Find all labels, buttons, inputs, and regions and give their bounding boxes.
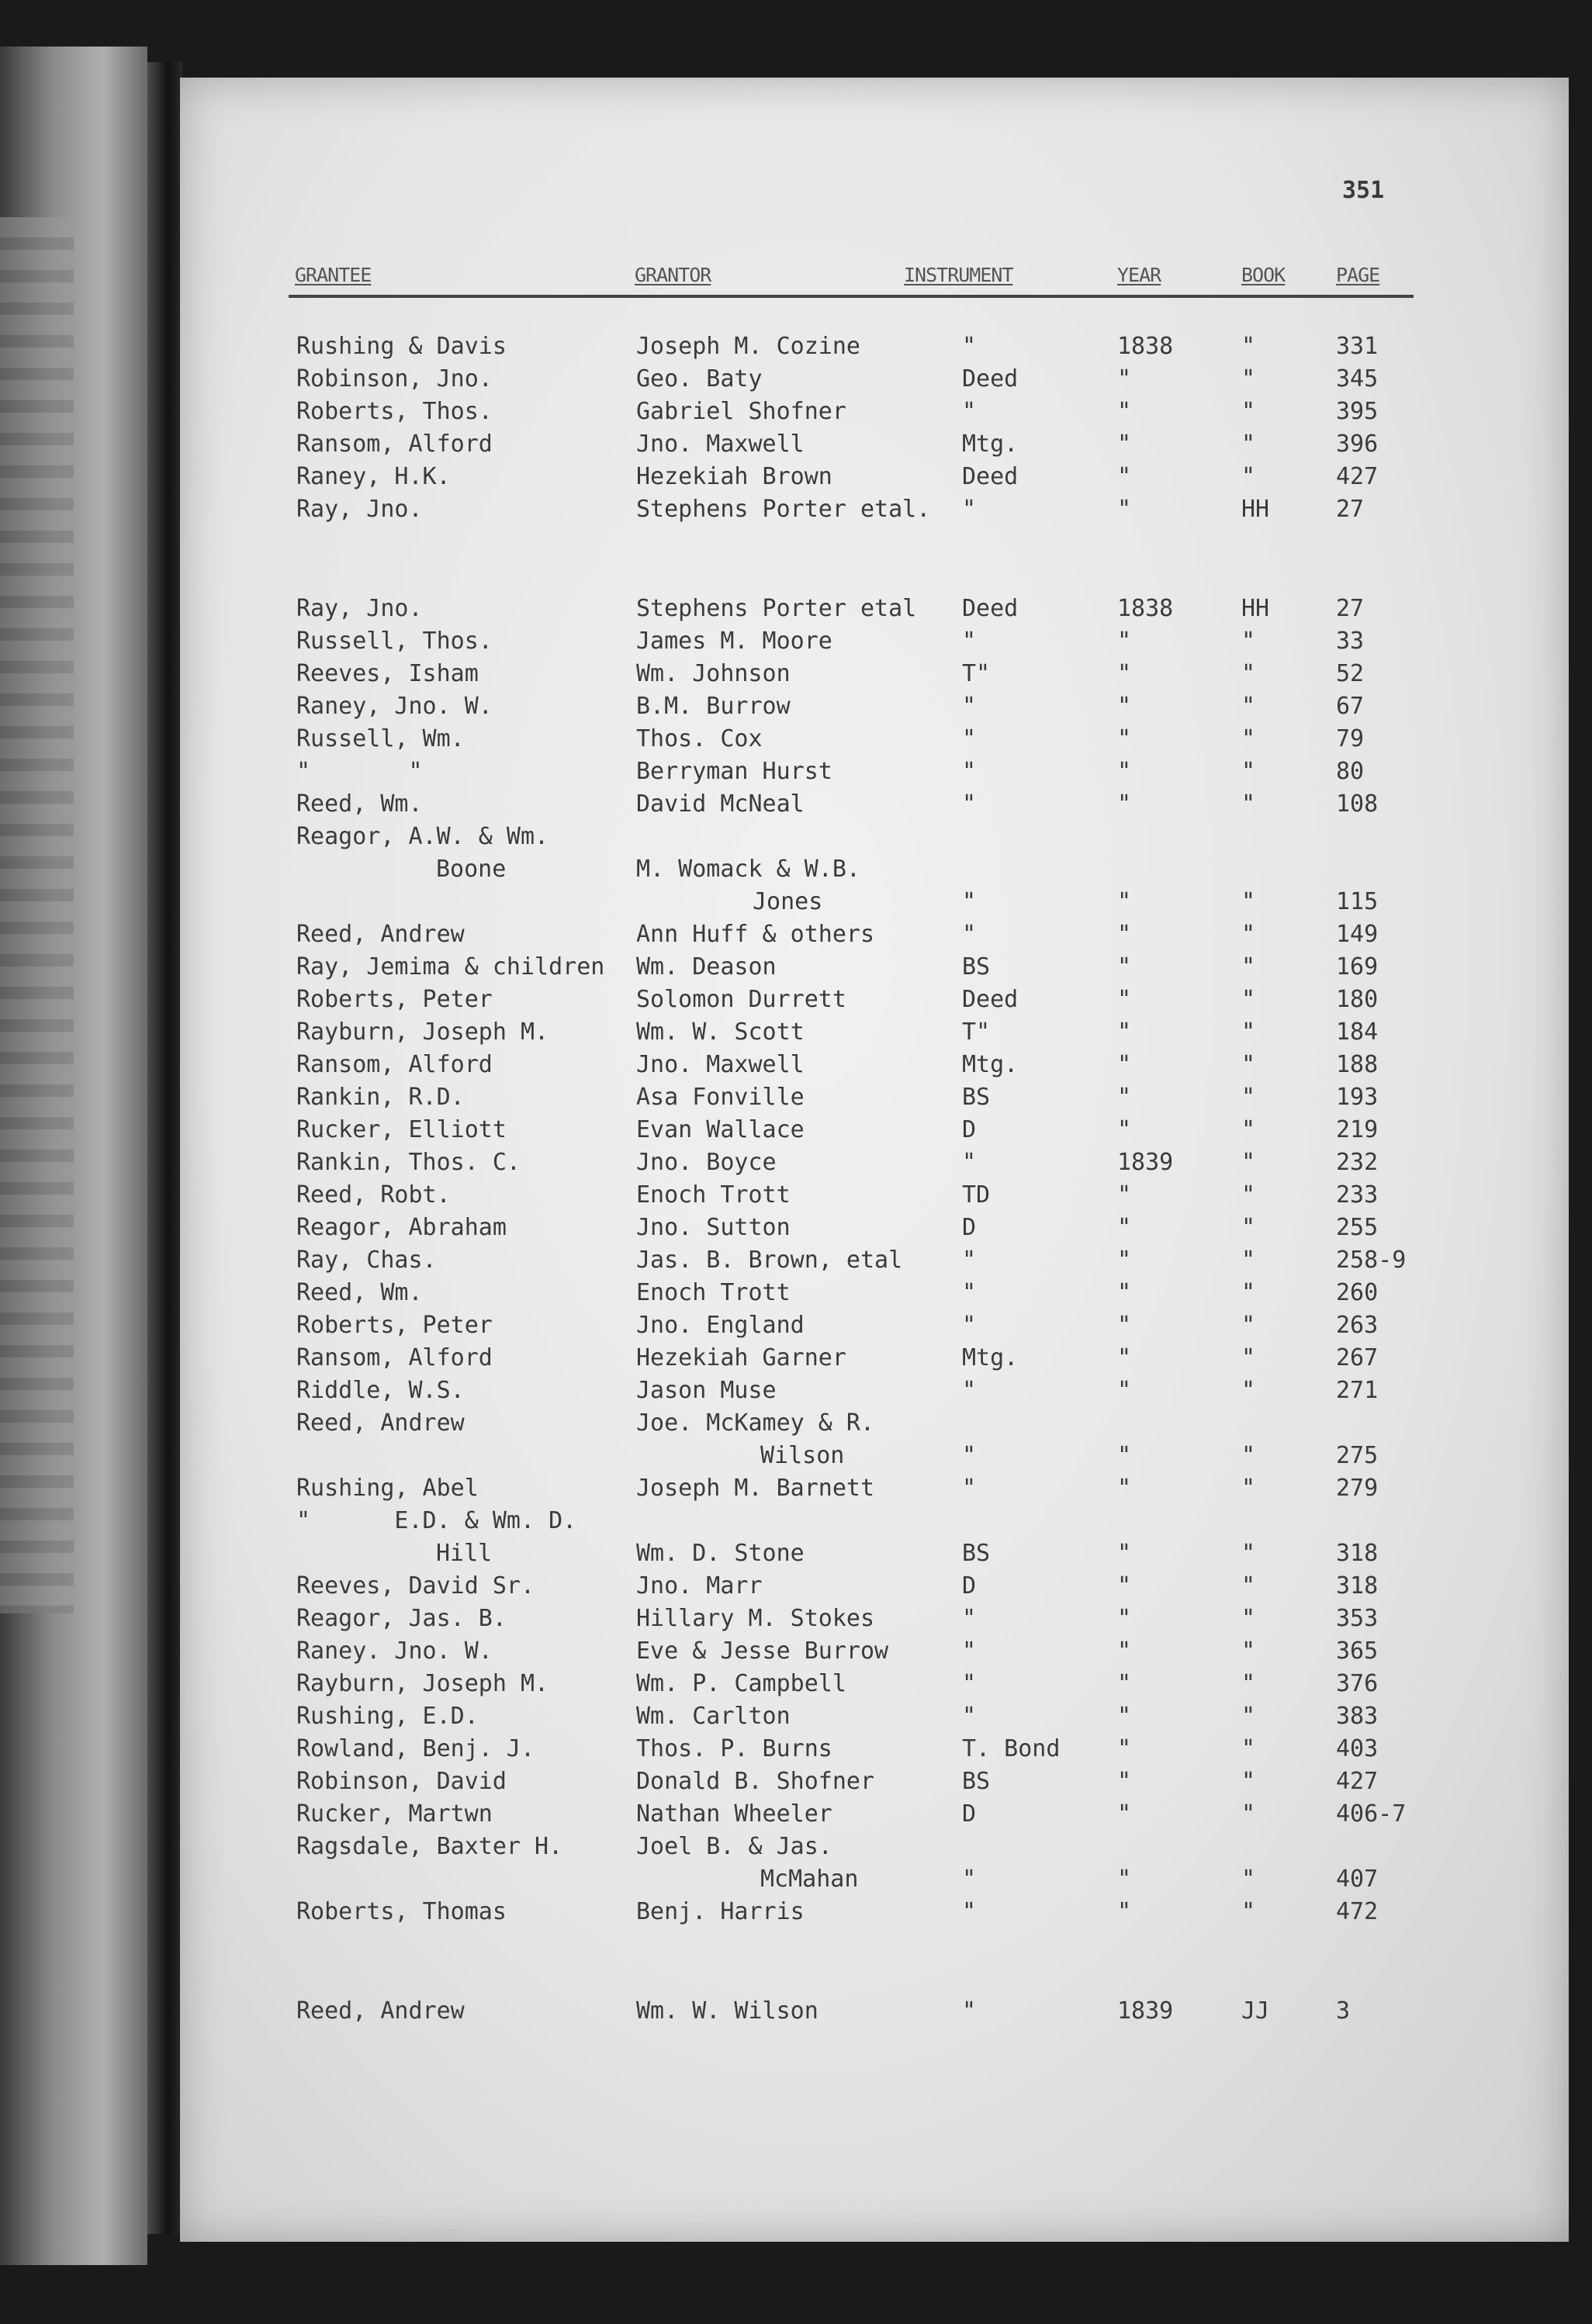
cell-page: 353: [1336, 1605, 1379, 1632]
cell-page: 80: [1336, 758, 1365, 785]
page-number: 351: [1342, 177, 1385, 204]
cell-grantor: Donald B. Shofner: [636, 1768, 875, 1795]
cell-grantee: Rucker, Martwn: [296, 1800, 493, 1828]
cell-book: ": [1241, 333, 1256, 360]
cell-book: ": [1241, 1051, 1256, 1078]
cell-year: ": [1117, 1279, 1132, 1306]
cell-page: 67: [1336, 693, 1365, 720]
cell-page: 180: [1336, 986, 1379, 1013]
cell-book: JJ: [1241, 1997, 1270, 2025]
cell-page: 232: [1336, 1149, 1379, 1176]
cell-year: ": [1117, 790, 1132, 818]
cell-page: 3: [1336, 1997, 1351, 2025]
cell-grantor: Jones: [753, 888, 823, 915]
left-page-text-edge: [0, 217, 74, 1613]
cell-year: ": [1117, 1475, 1132, 1502]
cell-grantee: Reed, Andrew: [296, 1409, 465, 1437]
cell-book: ": [1241, 1898, 1256, 1925]
cell-instrument: ": [962, 1638, 977, 1665]
cell-page: 345: [1336, 365, 1379, 393]
cell-grantee: Raney. Jno. W.: [296, 1638, 493, 1665]
cell-page: 193: [1336, 1084, 1379, 1111]
cell-grantor: Hillary M. Stokes: [636, 1605, 875, 1632]
cell-page: 188: [1336, 1051, 1379, 1078]
cell-year: ": [1117, 1800, 1132, 1828]
cell-grantee: Rushing & Davis: [296, 333, 507, 360]
cell-grantee: Roberts, Thos.: [296, 398, 493, 425]
cell-instrument: ": [962, 1312, 977, 1339]
cell-year: ": [1117, 1442, 1132, 1469]
cell-instrument: ": [962, 1997, 977, 2025]
cell-year: ": [1117, 1377, 1132, 1404]
cell-grantor: Gabriel Shofner: [636, 398, 846, 425]
cell-year: ": [1117, 1312, 1132, 1339]
cell-year: ": [1117, 986, 1132, 1013]
cell-grantor: Wm. W. Scott: [636, 1018, 805, 1046]
cell-year: ": [1117, 1051, 1132, 1078]
cell-grantor: Stephens Porter etal: [636, 595, 917, 622]
cell-instrument: D: [962, 1800, 977, 1828]
cell-page: 403: [1336, 1735, 1379, 1762]
cell-book: ": [1241, 660, 1256, 687]
cell-grantee: Robinson, David: [296, 1768, 507, 1795]
cell-year: ": [1117, 463, 1132, 490]
cell-book: ": [1241, 790, 1256, 818]
cell-book: ": [1241, 1768, 1256, 1795]
cell-grantor: Stephens Porter etal.: [636, 496, 931, 523]
cell-grantee: Reed, Wm.: [296, 1279, 423, 1306]
cell-year: ": [1117, 1703, 1132, 1730]
cell-instrument: ": [962, 1149, 977, 1176]
cell-grantor: Thos. P. Burns: [636, 1735, 832, 1762]
cell-grantee: Reeves, Isham: [296, 660, 479, 687]
cell-page: 184: [1336, 1018, 1379, 1046]
cell-instrument: ": [962, 1442, 977, 1469]
cell-grantor: Thos. Cox: [636, 725, 763, 752]
cell-instrument: BS: [962, 1768, 991, 1795]
cell-page: 318: [1336, 1572, 1379, 1599]
cell-year: ": [1117, 921, 1132, 948]
cell-grantor: Jno. Marr: [636, 1572, 763, 1599]
cell-book: ": [1241, 758, 1256, 785]
cell-grantor: Wm. Deason: [636, 953, 777, 980]
cell-grantor: M. Womack & W.B.: [636, 856, 860, 883]
cell-grantor: Jno. Maxwell: [636, 431, 805, 458]
cell-year: ": [1117, 725, 1132, 752]
cell-year: ": [1117, 365, 1132, 393]
cell-grantor: Joseph M. Barnett: [636, 1475, 875, 1502]
cell-grantee: Reagor, Abraham: [296, 1214, 507, 1241]
header-book: BOOK: [1241, 264, 1286, 286]
cell-instrument: ": [962, 1605, 977, 1632]
cell-instrument: D: [962, 1572, 977, 1599]
cell-book: ": [1241, 1800, 1256, 1828]
cell-grantee: Robinson, Jno.: [296, 365, 493, 393]
cell-grantor: Wm. P. Campbell: [636, 1670, 846, 1697]
cell-book: ": [1241, 953, 1256, 980]
cell-year: ": [1117, 1572, 1132, 1599]
cell-page: 79: [1336, 725, 1365, 752]
cell-page: 275: [1336, 1442, 1379, 1469]
cell-grantor: Solomon Durrett: [636, 986, 846, 1013]
cell-grantor: Wm. W. Wilson: [636, 1997, 818, 2025]
cell-year: ": [1117, 1768, 1132, 1795]
cell-instrument: Mtg.: [962, 431, 1019, 458]
cell-grantee: Reagor, A.W. & Wm.: [296, 823, 549, 850]
cell-grantor: Wm. D. Stone: [636, 1540, 805, 1567]
cell-instrument: ": [962, 693, 977, 720]
cell-grantor: Nathan Wheeler: [636, 1800, 832, 1828]
cell-book: ": [1241, 1344, 1256, 1371]
cell-book: ": [1241, 693, 1256, 720]
cell-book: ": [1241, 1018, 1256, 1046]
cell-grantor: Jas. B. Brown, etal: [636, 1247, 903, 1274]
cell-grantor: Jno. Boyce: [636, 1149, 777, 1176]
cell-grantor: Wilson: [760, 1442, 845, 1469]
cell-year: ": [1117, 1670, 1132, 1697]
cell-grantee: Rayburn, Joseph M.: [296, 1670, 549, 1697]
cell-instrument: ": [962, 333, 977, 360]
cell-grantee: Ray, Jemima & children: [296, 953, 605, 980]
cell-year: ": [1117, 1638, 1132, 1665]
cell-grantee: Raney, H.K.: [296, 463, 451, 490]
cell-book: ": [1241, 365, 1256, 393]
cell-book: ": [1241, 1670, 1256, 1697]
header-year: YEAR: [1117, 264, 1161, 286]
cell-page: 383: [1336, 1703, 1379, 1730]
cell-page: 33: [1336, 628, 1365, 655]
cell-book: ": [1241, 1149, 1256, 1176]
cell-year: ": [1117, 693, 1132, 720]
cell-grantor: David McNeal: [636, 790, 805, 818]
cell-grantee: Hill: [436, 1540, 493, 1567]
cell-instrument: BS: [962, 1084, 991, 1111]
cell-page: 27: [1336, 595, 1365, 622]
cell-instrument: ": [962, 790, 977, 818]
cell-instrument: BS: [962, 1540, 991, 1567]
cell-year: ": [1117, 1866, 1132, 1893]
cell-book: ": [1241, 1312, 1256, 1339]
cell-instrument: T. Bond: [962, 1735, 1061, 1762]
cell-book: ": [1241, 431, 1256, 458]
cell-page: 255: [1336, 1214, 1379, 1241]
cell-book: ": [1241, 1540, 1256, 1567]
cell-grantee: Roberts, Peter: [296, 986, 493, 1013]
cell-grantor: Joe. McKamey & R.: [636, 1409, 875, 1437]
cell-grantor: Enoch Trott: [636, 1279, 791, 1306]
cell-grantor: McMahan: [760, 1866, 859, 1893]
cell-grantee: Reed, Wm.: [296, 790, 423, 818]
cell-page: 27: [1336, 496, 1365, 523]
cell-instrument: ": [962, 1475, 977, 1502]
cell-grantee: Raney, Jno. W.: [296, 693, 493, 720]
cell-year: 1838: [1117, 595, 1174, 622]
cell-grantor: Wm. Carlton: [636, 1703, 791, 1730]
cell-book: HH: [1241, 496, 1270, 523]
cell-grantee: Reed, Andrew: [296, 921, 465, 948]
cell-page: 169: [1336, 953, 1379, 980]
cell-instrument: ": [962, 1703, 977, 1730]
header-grantee: GRANTEE: [295, 264, 372, 286]
cell-book: ": [1241, 398, 1256, 425]
cell-book: ": [1241, 1377, 1256, 1404]
cell-year: ": [1117, 431, 1132, 458]
cell-grantee: Riddle, W.S.: [296, 1377, 465, 1404]
cell-grantor: B.M. Burrow: [636, 693, 791, 720]
cell-year: 1839: [1117, 1149, 1174, 1176]
cell-grantee: " E.D. & Wm. D.: [296, 1507, 577, 1534]
cell-book: ": [1241, 1279, 1256, 1306]
cell-year: ": [1117, 1540, 1132, 1567]
cell-instrument: ": [962, 1898, 977, 1925]
cell-instrument: Deed: [962, 986, 1019, 1013]
cell-grantee: Reeves, David Sr.: [296, 1572, 535, 1599]
cell-grantee: Ransom, Alford: [296, 431, 493, 458]
cell-year: ": [1117, 660, 1132, 687]
cell-book: ": [1241, 1181, 1256, 1209]
cell-page: 396: [1336, 431, 1379, 458]
cell-book: ": [1241, 628, 1256, 655]
header-rule: [289, 295, 1414, 298]
cell-grantor: Enoch Trott: [636, 1181, 791, 1209]
cell-grantee: Russell, Wm.: [296, 725, 465, 752]
cell-grantor: Joseph M. Cozine: [636, 333, 860, 360]
cell-grantor: Hezekiah Garner: [636, 1344, 846, 1371]
cell-page: 271: [1336, 1377, 1379, 1404]
cell-grantee: Roberts, Thomas: [296, 1898, 507, 1925]
header-grantor: GRANTOR: [635, 264, 711, 286]
cell-grantee: " ": [296, 758, 423, 785]
cell-page: 318: [1336, 1540, 1379, 1567]
cell-page: 263: [1336, 1312, 1379, 1339]
cell-instrument: D: [962, 1116, 977, 1143]
cell-year: ": [1117, 1116, 1132, 1143]
cell-grantee: Roberts, Peter: [296, 1312, 493, 1339]
cell-grantee: Russell, Thos.: [296, 628, 493, 655]
cell-grantee: Rowland, Benj. J.: [296, 1735, 535, 1762]
cell-book: ": [1241, 1605, 1256, 1632]
cell-book: ": [1241, 888, 1256, 915]
cell-page: 365: [1336, 1638, 1379, 1665]
cell-grantor: Joel B. & Jas.: [636, 1833, 832, 1860]
cell-grantee: Reed, Robt.: [296, 1181, 451, 1209]
cell-page: 407: [1336, 1866, 1379, 1893]
cell-grantor: Evan Wallace: [636, 1116, 805, 1143]
cell-year: 1839: [1117, 1997, 1174, 2025]
cell-grantee: Ray, Jno.: [296, 595, 423, 622]
cell-book: ": [1241, 1866, 1256, 1893]
cell-instrument: ": [962, 1279, 977, 1306]
cell-grantor: Ann Huff & others: [636, 921, 875, 948]
cell-instrument: Mtg.: [962, 1051, 1019, 1078]
cell-year: ": [1117, 1344, 1132, 1371]
cell-grantee: Reed, Andrew: [296, 1997, 465, 2025]
cell-book: ": [1241, 1247, 1256, 1274]
cell-book: ": [1241, 1638, 1256, 1665]
cell-page: 472: [1336, 1898, 1379, 1925]
cell-instrument: Deed: [962, 365, 1019, 393]
cell-year: ": [1117, 953, 1132, 980]
cell-page: 279: [1336, 1475, 1379, 1502]
cell-book: ": [1241, 1475, 1256, 1502]
cell-book: ": [1241, 1735, 1256, 1762]
cell-grantee: Ray, Chas.: [296, 1247, 437, 1274]
cell-instrument: Deed: [962, 463, 1019, 490]
cell-year: ": [1117, 1181, 1132, 1209]
cell-instrument: Mtg.: [962, 1344, 1019, 1371]
cell-page: 427: [1336, 1768, 1379, 1795]
cell-year: ": [1117, 398, 1132, 425]
cell-page: 52: [1336, 660, 1365, 687]
cell-grantee: Ragsdale, Baxter H.: [296, 1833, 563, 1860]
cell-instrument: D: [962, 1214, 977, 1241]
cell-book: ": [1241, 1214, 1256, 1241]
cell-page: 149: [1336, 921, 1379, 948]
header-page: PAGE: [1336, 264, 1380, 286]
cell-book: HH: [1241, 595, 1270, 622]
cell-book: ": [1241, 463, 1256, 490]
cell-page: 115: [1336, 888, 1379, 915]
cell-grantor: Wm. Johnson: [636, 660, 791, 687]
cell-grantor: Jno. England: [636, 1312, 805, 1339]
cell-instrument: TD: [962, 1181, 991, 1209]
cell-page: 258-9: [1336, 1247, 1407, 1274]
cell-page: 108: [1336, 790, 1379, 818]
cell-book: ": [1241, 1703, 1256, 1730]
cell-year: ": [1117, 1214, 1132, 1241]
cell-book: ": [1241, 921, 1256, 948]
cell-grantor: Benj. Harris: [636, 1898, 805, 1925]
cell-year: ": [1117, 1084, 1132, 1111]
cell-book: ": [1241, 1572, 1256, 1599]
cell-year: ": [1117, 758, 1132, 785]
cell-instrument: ": [962, 1670, 977, 1697]
cell-grantee: Ransom, Alford: [296, 1344, 493, 1371]
cell-instrument: ": [962, 628, 977, 655]
cell-page: 427: [1336, 463, 1379, 490]
cell-instrument: Deed: [962, 595, 1019, 622]
cell-page: 395: [1336, 398, 1379, 425]
cell-grantor: Asa Fonville: [636, 1084, 805, 1111]
cell-grantor: Geo. Baty: [636, 365, 763, 393]
book-gutter: [147, 62, 182, 2234]
cell-year: ": [1117, 1898, 1132, 1925]
cell-instrument: T": [962, 1018, 991, 1046]
cell-grantee: Boone: [436, 856, 507, 883]
cell-instrument: ": [962, 1247, 977, 1274]
cell-grantor: James M. Moore: [636, 628, 832, 655]
cell-grantee: Rucker, Elliott: [296, 1116, 507, 1143]
cell-book: ": [1241, 725, 1256, 752]
cell-year: ": [1117, 496, 1132, 523]
cell-year: ": [1117, 628, 1132, 655]
cell-book: ": [1241, 1116, 1256, 1143]
cell-page: 331: [1336, 333, 1379, 360]
cell-grantor: Jno. Maxwell: [636, 1051, 805, 1078]
cell-grantor: Jno. Sutton: [636, 1214, 791, 1241]
cell-grantee: Rushing, Abel: [296, 1475, 479, 1502]
cell-instrument: ": [962, 398, 977, 425]
header-instrument: INSTRUMENT: [904, 264, 1013, 286]
cell-page: 219: [1336, 1116, 1379, 1143]
cell-page: 233: [1336, 1181, 1379, 1209]
cell-book: ": [1241, 1084, 1256, 1111]
cell-instrument: T": [962, 660, 991, 687]
cell-instrument: ": [962, 725, 977, 752]
cell-grantor: Hezekiah Brown: [636, 463, 832, 490]
cell-year: ": [1117, 1247, 1132, 1274]
cell-year: ": [1117, 1735, 1132, 1762]
cell-page: 260: [1336, 1279, 1379, 1306]
cell-grantee: Rushing, E.D.: [296, 1703, 479, 1730]
cell-book: ": [1241, 986, 1256, 1013]
cell-page: 406-7: [1336, 1800, 1407, 1828]
cell-instrument: ": [962, 496, 977, 523]
cell-year: ": [1117, 888, 1132, 915]
cell-grantee: Ray, Jno.: [296, 496, 423, 523]
cell-grantee: Reagor, Jas. B.: [296, 1605, 507, 1632]
cell-book: ": [1241, 1442, 1256, 1469]
cell-instrument: ": [962, 1377, 977, 1404]
cell-grantee: Rankin, R.D.: [296, 1084, 465, 1111]
cell-grantee: Rankin, Thos. C.: [296, 1149, 521, 1176]
cell-instrument: BS: [962, 953, 991, 980]
cell-grantee: Ransom, Alford: [296, 1051, 493, 1078]
cell-instrument: ": [962, 1866, 977, 1893]
cell-instrument: ": [962, 888, 977, 915]
cell-year: ": [1117, 1605, 1132, 1632]
cell-instrument: ": [962, 921, 977, 948]
cell-page: 376: [1336, 1670, 1379, 1697]
cell-page: 267: [1336, 1344, 1379, 1371]
cell-grantee: Rayburn, Joseph M.: [296, 1018, 549, 1046]
cell-grantor: Berryman Hurst: [636, 758, 832, 785]
cell-year: 1838: [1117, 333, 1174, 360]
cell-grantor: Jason Muse: [636, 1377, 777, 1404]
cell-year: ": [1117, 1018, 1132, 1046]
cell-instrument: ": [962, 758, 977, 785]
cell-grantor: Eve & Jesse Burrow: [636, 1638, 889, 1665]
